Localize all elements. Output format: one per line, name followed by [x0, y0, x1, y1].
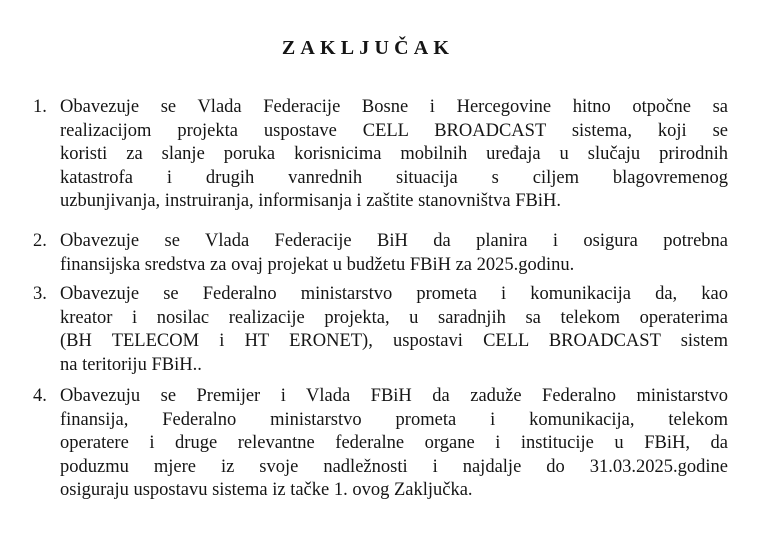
- list-item: [33, 283, 728, 377]
- item-text-line: realizacijom projekta uspostave CELL BROADCAST sistema, koji se: [60, 120, 728, 141]
- list-item: [33, 385, 728, 503]
- item-text-line: Obavezuje se Federalno ministarstvo prometa i komunikacija da, kao: [60, 284, 728, 304]
- list-item: [33, 230, 728, 277]
- item-number: 2.: [33, 231, 47, 251]
- item-text-line: Obavezuje se Vlada Federacije Bosne i Hercegovine hitno otpočne sa: [60, 97, 728, 117]
- item-number: 4.: [33, 386, 47, 406]
- item-text-line: (BH TELECOM i HT ERONET), uspostavi CELL BROADCAST sistem: [60, 331, 728, 351]
- item-number: 1.: [33, 97, 47, 117]
- item-text-line: finansijska sredstva za ovaj projekat u budžetu FBiH za 2025.godinu.: [60, 254, 575, 275]
- item-text-line: osiguraju uspostavu sistema iz tačke 1. ovog Zaključka.: [60, 480, 473, 500]
- item-text-line: koristi za slanje poruka korisnicima mobilnih uređaja u slučaju prirodnih: [60, 144, 728, 164]
- item-text-line: operatere i druge relevantne federalne organe i institucije u FBiH, da: [60, 433, 728, 453]
- item-text-line: poduzmu mjere iz svoje nadležnosti i najdalje do 31.03.2025.godine: [60, 456, 728, 477]
- item-number: 3.: [33, 284, 47, 304]
- item-text-line: kreator i nosilac realizacije projekta, u saradnjih sa telekom operaterima: [60, 307, 728, 328]
- item-text-line: uzbunjivanja, instruiranja, informisanja i zaštite stanovništva FBiH.: [60, 191, 561, 211]
- document-title: ZAKLJUČAK: [281, 37, 455, 59]
- item-text-line: finansija, Federalno ministarstvo prometa i komunikacija, telekom: [60, 409, 728, 430]
- item-text-line: Obavezuje se Vlada Federacije BiH da planira i osigura potrebna: [60, 231, 728, 251]
- item-text-line: katastrofa i drugih vanrednih situacija s ciljem blagovremenog: [60, 167, 728, 188]
- item-text-line: Obavezuju se Premijer i Vlada FBiH da zaduže Federalno ministarstvo: [60, 386, 728, 406]
- list-item: [33, 96, 728, 214]
- item-text-line: na teritoriju FBiH..: [60, 354, 202, 375]
